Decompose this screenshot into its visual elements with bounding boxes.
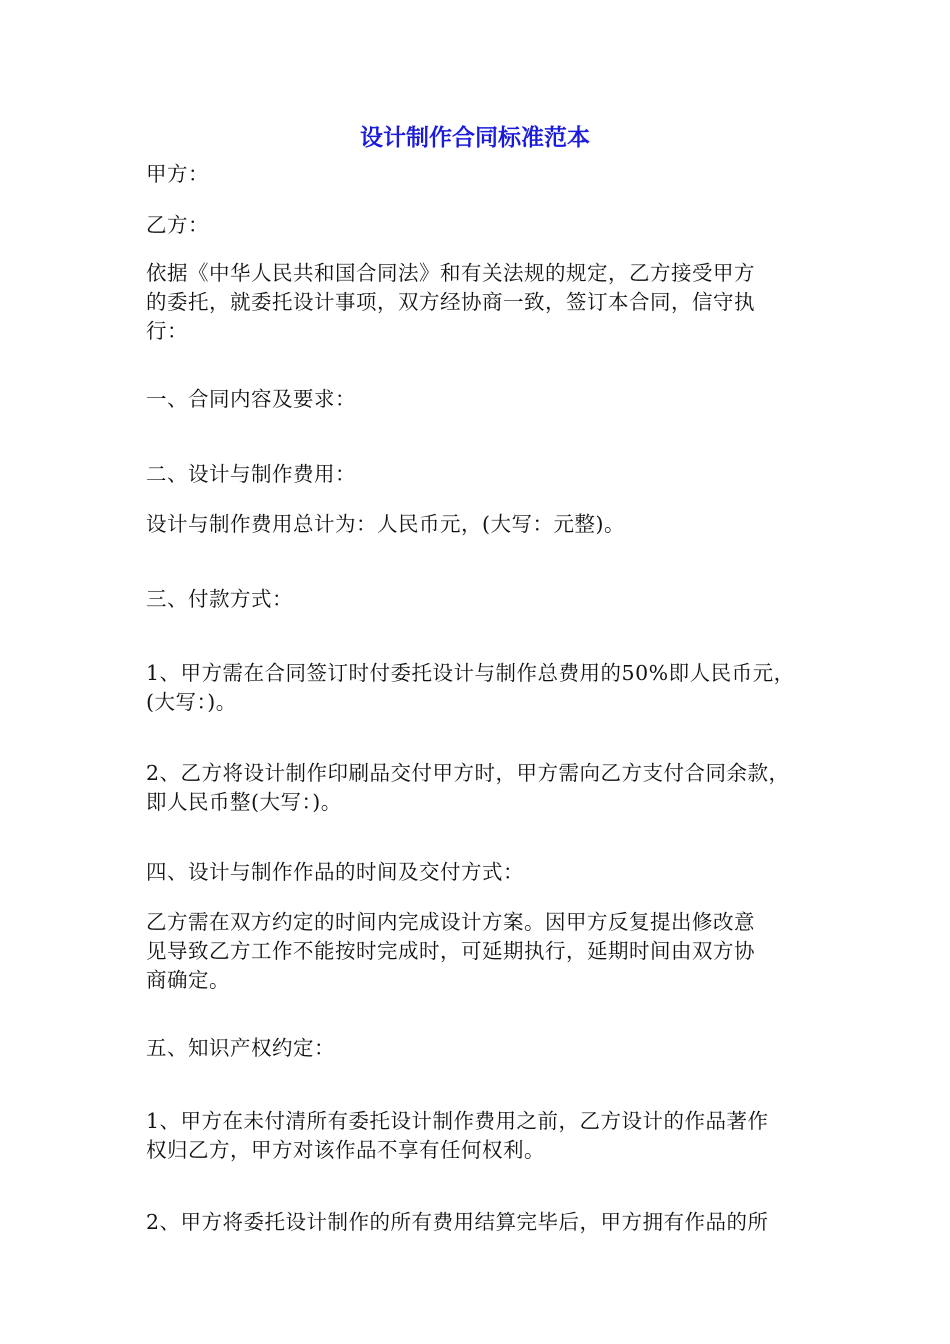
payment-clause-1: 1、甲方需在合同签订时付委托设计与制作总费用的50%即人民币元， (大写：)。	[146, 661, 795, 714]
payment-clause-2: 2、乙方将设计制作印刷品交付甲方时，甲方需向乙方支付合同余款， 即人民币整(大写：)。	[146, 761, 790, 814]
party-a-line: 甲方：	[146, 162, 209, 186]
section-5-heading: 五、知识产权约定：	[146, 1036, 335, 1060]
ip-clause-1: 1、甲方在未付清所有委托设计制作费用之前，乙方设计的作品著作 权归乙方，甲方对该作品不享有任何权利。	[146, 1109, 769, 1162]
document-title: 设计制作合同标准范本	[360, 125, 590, 151]
ip-clause-2: 2、甲方将委托设计制作的所有费用结算完毕后，甲方拥有作品的所	[146, 1210, 769, 1234]
section-3-heading: 三、付款方式：	[146, 587, 293, 611]
section-4-heading: 四、设计与制作作品的时间及交付方式：	[146, 860, 524, 884]
delivery-time-paragraph: 乙方需在双方约定的时间内完成设计方案。因甲方反复提出修改意 见导致乙方工作不能按时完成时，可延期执行，延期时间由双方协 商确定。	[146, 910, 755, 992]
party-b-line: 乙方：	[146, 213, 209, 237]
section-2-heading: 二、设计与制作费用：	[146, 462, 356, 486]
section-1-heading: 一、合同内容及要求：	[146, 387, 356, 411]
preamble-paragraph: 依据《中华人民共和国合同法》和有关法规的规定，乙方接受甲方 的委托，就委托设计事项，双方经协商一致，签订本合同，信守执 行：	[146, 261, 755, 343]
fee-total-paragraph: 设计与制作费用总计为：人民币元，(大写：元整)。	[146, 512, 625, 536]
